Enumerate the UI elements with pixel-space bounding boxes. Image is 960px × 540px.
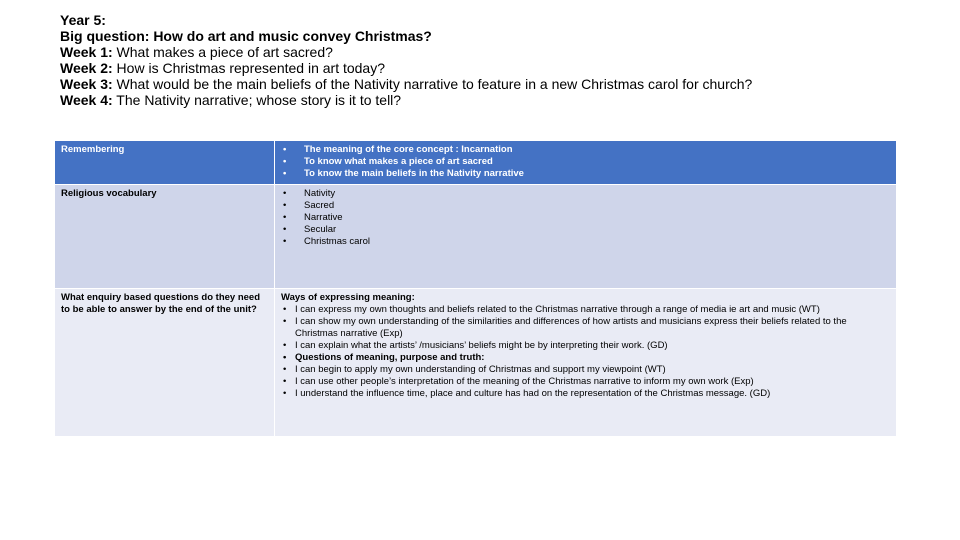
list-item: • I understand the influence time, place and culture has had on the representation of the Christmas message. (GD): [281, 388, 890, 400]
list-item: • The meaning of the core concept : Incarnation: [281, 144, 890, 156]
unit-table: [54, 140, 897, 437]
week-2: Week 2: How is Christmas represented in art today?: [60, 60, 386, 76]
big-question: Big question: How do art and music convey Christmas?: [60, 28, 432, 44]
list-item: • I can use other people’s interpretation of the meaning of the Christmas narrative to inform my own work (Exp): [281, 376, 890, 388]
row-label-enquiry: What enquiry based questions do they need to be able to answer by the end of the unit?: [55, 289, 275, 437]
list-item: • Sacred: [281, 200, 890, 212]
row-label-vocabulary: Religious vocabulary: [55, 185, 275, 289]
list-item: • Christmas carol: [281, 236, 890, 248]
remembering-list: [281, 144, 890, 180]
list-item: • I can show my own understanding of the similarities and differences of how artists and musicians express their beliefs related to the Christmas narrative (Exp): [281, 316, 890, 340]
unit-header: [60, 12, 840, 108]
enquiry-list-cell: [275, 289, 897, 437]
questions-of-meaning-heading: • Questions of meaning, purpose and truth:: [281, 352, 890, 364]
list-item: • I can begin to apply my own understanding of Christmas and support my viewpoint (WT): [281, 364, 890, 376]
list-item: • Nativity: [281, 188, 890, 200]
list-item: • I can explain what the artists’ /musicians’ beliefs might be by interpreting their work. (GD): [281, 340, 890, 352]
table-row: [55, 289, 897, 437]
list-item: • To know what makes a piece of art sacred: [281, 156, 890, 168]
ways-of-expressing-heading: Ways of expressing meaning:: [281, 292, 415, 303]
table-row: [55, 141, 897, 185]
week-3: Week 3: What would be the main beliefs of the Nativity narrative to feature in a new Christmas carol for church?: [60, 76, 753, 92]
table-row: [55, 185, 897, 289]
list-item: • Narrative: [281, 212, 890, 224]
row-label-remembering: Remembering: [55, 141, 275, 185]
list-item: • Secular: [281, 224, 890, 236]
remembering-list-cell: [275, 141, 897, 185]
vocabulary-list-cell: [275, 185, 897, 289]
week-1: Week 1: What makes a piece of art sacred?: [60, 44, 333, 60]
enquiry-list: [281, 304, 890, 400]
list-item: • I can express my own thoughts and beliefs related to the Christmas narrative through a range of media ie art and music (WT): [281, 304, 890, 316]
year-title: Year 5:: [60, 12, 106, 28]
list-item: • To know the main beliefs in the Nativity narrative: [281, 168, 890, 180]
vocabulary-list: [281, 188, 890, 248]
week-4: Week 4: The Nativity narrative; whose story is it to tell?: [60, 92, 402, 108]
